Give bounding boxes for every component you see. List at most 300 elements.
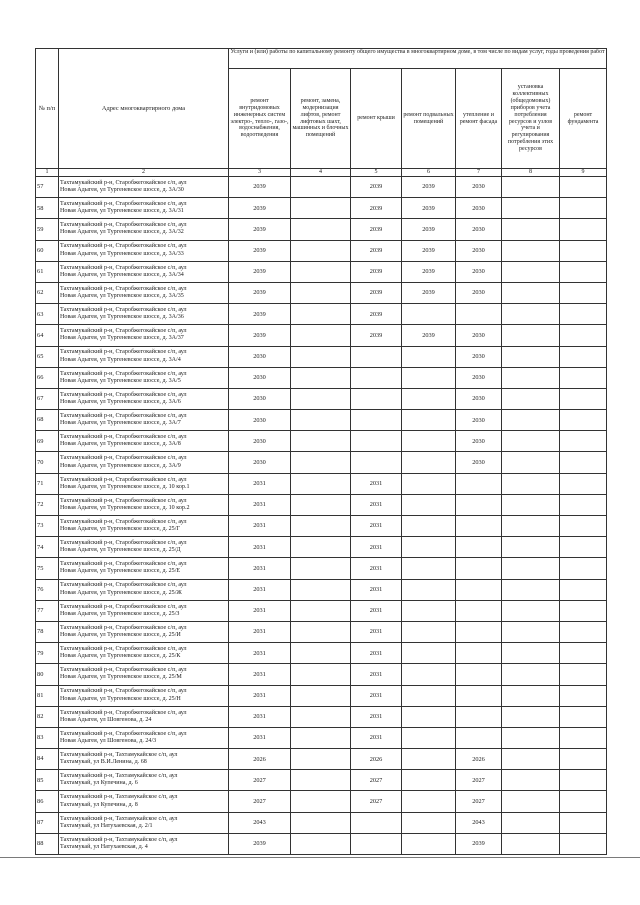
- address-cell: [59, 261, 229, 282]
- row-number: 63: [36, 304, 59, 325]
- table-row: [36, 325, 607, 346]
- engineering-year-cell: 2039: [229, 304, 291, 325]
- address-line-1: Тахтамукайский р-н, Старобжегокайское с/п, аул: [60, 667, 187, 674]
- elevator-year-cell: [291, 473, 351, 494]
- basement-year-cell: 2039: [402, 282, 456, 303]
- elevator-year-cell: [291, 452, 351, 473]
- engineering-year-cell: 2039: [229, 261, 291, 282]
- address-line-1: Тахтамукайский р-н, Старобжегокайское с/п, аул: [60, 518, 187, 525]
- meters-year-cell: [502, 431, 560, 452]
- roof-year-cell: 2031: [351, 685, 402, 706]
- meters-year-cell: [502, 621, 560, 642]
- address-line-2: Новая Адыгея, ул Тургеневское шоссе, д. 3А/32: [60, 229, 184, 236]
- row-number: 86: [36, 791, 59, 812]
- facade-year-cell: [456, 494, 502, 515]
- foundation-year-cell: [560, 749, 607, 770]
- basement-year-cell: [402, 452, 456, 473]
- engineering-year-cell: 2039: [229, 177, 291, 198]
- engineering-year-cell: 2039: [229, 240, 291, 261]
- engineering-year-cell: 2030: [229, 410, 291, 431]
- basement-year-cell: [402, 367, 456, 388]
- address-line-2: Новая Адыгея, ул Тургеневское шоссе, д. 3А/6: [60, 398, 181, 405]
- meters-year-cell: [502, 367, 560, 388]
- address-line-1: Тахтамукайский р-н, Старобжегокайское с/п, аул: [60, 264, 187, 271]
- engineering-year-cell: 2031: [229, 516, 291, 537]
- row-number: 73: [36, 516, 59, 537]
- table-row: [36, 494, 607, 515]
- table-row: [36, 177, 607, 198]
- address-cell: [59, 410, 229, 431]
- table-row: [36, 706, 607, 727]
- roof-year-cell: 2031: [351, 727, 402, 748]
- row-number: 84: [36, 749, 59, 770]
- elevator-year-cell: [291, 833, 351, 854]
- facade-year-cell: [456, 621, 502, 642]
- address-line-1: Тахтамукайский р-н, Тахтамукайское с/п, аул: [60, 815, 178, 822]
- basement-year-cell: [402, 706, 456, 727]
- address-line-1: Тахтамукайский р-н, Старобжегокайское с/п, аул: [60, 561, 187, 568]
- basement-year-cell: 2039: [402, 325, 456, 346]
- foundation-year-cell: [560, 643, 607, 664]
- foundation-year-cell: [560, 791, 607, 812]
- foundation-year-cell: [560, 579, 607, 600]
- table-row: [36, 812, 607, 833]
- roof-year-cell: 2039: [351, 198, 402, 219]
- table-row: [36, 558, 607, 579]
- address-cell: [59, 833, 229, 854]
- elevator-year-cell: [291, 346, 351, 367]
- table-row: [36, 643, 607, 664]
- meters-year-cell: [502, 240, 560, 261]
- facade-year-cell: 2026: [456, 749, 502, 770]
- row-number: 65: [36, 346, 59, 367]
- address-cell: [59, 685, 229, 706]
- address-line-2: Новая Адыгея, ул Тургеневское шоссе, д. 25/Н: [60, 695, 181, 702]
- elevator-year-cell: [291, 198, 351, 219]
- elevator-year-cell: [291, 558, 351, 579]
- row-number: 74: [36, 537, 59, 558]
- roof-year-cell: 2031: [351, 537, 402, 558]
- facade-year-cell: 2027: [456, 791, 502, 812]
- foundation-year-cell: [560, 367, 607, 388]
- meters-year-cell: [502, 558, 560, 579]
- foundation-year-cell: [560, 727, 607, 748]
- foundation-year-cell: [560, 452, 607, 473]
- address-cell: [59, 304, 229, 325]
- address-line-2: Новая Адыгея, ул Шовгенова, д. 24/3: [60, 737, 157, 744]
- roof-year-cell: 2039: [351, 325, 402, 346]
- foundation-year-cell: [560, 664, 607, 685]
- address-line-1: Тахтамукайский р-н, Старобжегокайское с/п, аул: [60, 434, 187, 441]
- address-cell: [59, 664, 229, 685]
- meters-year-cell: [502, 198, 560, 219]
- address-line-2: Новая Адыгея, ул Тургеневское шоссе, д. 3А/37: [60, 335, 184, 342]
- meters-year-cell: [502, 643, 560, 664]
- engineering-year-cell: 2031: [229, 706, 291, 727]
- meters-year-cell: [502, 706, 560, 727]
- row-number: 67: [36, 388, 59, 409]
- address-line-1: Тахтамукайский р-н, Старобжегокайское с/п, аул: [60, 222, 187, 229]
- engineering-year-cell: 2031: [229, 558, 291, 579]
- elevator-year-cell: [291, 643, 351, 664]
- address-line-1: Тахтамукайский р-н, Старобжегокайское с/п, аул: [60, 328, 187, 335]
- elevator-year-cell: [291, 410, 351, 431]
- foundation-year-cell: [560, 770, 607, 791]
- address-cell: [59, 452, 229, 473]
- foundation-year-cell: [560, 198, 607, 219]
- meters-year-cell: [502, 770, 560, 791]
- table-row: [36, 282, 607, 303]
- address-line-1: Тахтамукайский р-н, Старобжегокайское с/п, аул: [60, 624, 187, 631]
- address-cell: [59, 558, 229, 579]
- column-number: 1: [36, 169, 59, 177]
- foundation-year-cell: [560, 431, 607, 452]
- table-row: [36, 261, 607, 282]
- engineering-year-cell: 2031: [229, 473, 291, 494]
- foundation-year-cell: [560, 219, 607, 240]
- facade-year-cell: 2030: [456, 388, 502, 409]
- elevator-year-cell: [291, 727, 351, 748]
- facade-year-cell: [456, 537, 502, 558]
- meters-year-cell: [502, 664, 560, 685]
- basement-year-cell: 2039: [402, 177, 456, 198]
- address-line-2: Тахтамукай, ул Купечина, д. 6: [60, 780, 138, 787]
- table-row: [36, 388, 607, 409]
- row-number: 70: [36, 452, 59, 473]
- address-line-1: Тахтамукайский р-н, Старобжегокайское с/п, аул: [60, 179, 187, 186]
- address-cell: [59, 621, 229, 642]
- address-line-2: Новая Адыгея, ул Тургеневское шоссе, д. 3А/9: [60, 462, 181, 469]
- engineering-year-cell: 2030: [229, 431, 291, 452]
- column-numbers-row: [36, 169, 607, 177]
- basement-year-cell: 2039: [402, 198, 456, 219]
- engineering-year-cell: 2039: [229, 219, 291, 240]
- table-row: [36, 685, 607, 706]
- meters-year-cell: [502, 219, 560, 240]
- elevator-year-cell: [291, 219, 351, 240]
- address-line-1: Тахтамукайский р-н, Старобжегокайское с/п, аул: [60, 412, 187, 419]
- facade-year-cell: 2043: [456, 812, 502, 833]
- meters-year-cell: [502, 749, 560, 770]
- facade-year-cell: 2030: [456, 346, 502, 367]
- meters-year-cell: [502, 410, 560, 431]
- basement-year-cell: [402, 685, 456, 706]
- basement-year-cell: [402, 558, 456, 579]
- address-cell: [59, 282, 229, 303]
- foundation-year-cell: [560, 706, 607, 727]
- address-line-1: Тахтамукайский р-н, Старобжегокайское с/п, аул: [60, 243, 187, 250]
- meters-year-cell: [502, 727, 560, 748]
- foundation-year-cell: [560, 388, 607, 409]
- basement-year-cell: [402, 749, 456, 770]
- address-line-2: Новая Адыгея, ул Тургеневское шоссе, д. 3А/31: [60, 208, 184, 215]
- address-line-2: Новая Адыгея, ул Шовгенова, д. 24: [60, 716, 152, 723]
- address-line-2: Новая Адыгея, ул Тургеневское шоссе, д. 3А/35: [60, 293, 184, 300]
- engineering-year-cell: 2030: [229, 367, 291, 388]
- basement-year-cell: [402, 833, 456, 854]
- address-line-2: Новая Адыгея, ул Тургеневское шоссе, д. 25/Д: [60, 547, 181, 554]
- row-number: 61: [36, 261, 59, 282]
- engineering-year-cell: 2039: [229, 282, 291, 303]
- roof-year-cell: 2031: [351, 516, 402, 537]
- table-row: [36, 219, 607, 240]
- meters-year-cell: [502, 791, 560, 812]
- foundation-year-cell: [560, 473, 607, 494]
- basement-year-cell: [402, 388, 456, 409]
- elevator-year-cell: [291, 367, 351, 388]
- row-number: 76: [36, 579, 59, 600]
- meters-year-cell: [502, 325, 560, 346]
- elevator-year-cell: [291, 177, 351, 198]
- facade-year-cell: [456, 516, 502, 537]
- column-number: 2: [59, 169, 229, 177]
- column-number: 8: [502, 169, 560, 177]
- table-row: [36, 537, 607, 558]
- address-line-1: Тахтамукайский р-н, Старобжегокайское с/п, аул: [60, 646, 187, 653]
- engineering-year-cell: 2039: [229, 833, 291, 854]
- address-cell: [59, 643, 229, 664]
- row-number: 66: [36, 367, 59, 388]
- engineering-year-cell: 2027: [229, 791, 291, 812]
- table-row: [36, 346, 607, 367]
- meters-year-cell: [502, 473, 560, 494]
- facade-year-cell: [456, 685, 502, 706]
- foundation-year-cell: [560, 177, 607, 198]
- elevator-year-cell: [291, 304, 351, 325]
- table-row: [36, 240, 607, 261]
- address-cell: [59, 177, 229, 198]
- basement-year-cell: [402, 643, 456, 664]
- address-line-2: Новая Адыгея, ул Тургеневское шоссе, д. 25/К: [60, 653, 181, 660]
- table-row: [36, 770, 607, 791]
- address-cell: [59, 537, 229, 558]
- address-line-2: Новая Адыгея, ул Тургеневское шоссе, д. 3А/30: [60, 187, 184, 194]
- roof-year-cell: 2027: [351, 791, 402, 812]
- facade-year-cell: [456, 706, 502, 727]
- column-number: 6: [402, 169, 456, 177]
- row-number: 82: [36, 706, 59, 727]
- meters-year-cell: [502, 685, 560, 706]
- address-line-1: Тахтамукайский р-н, Старобжегокайское с/п, аул: [60, 285, 187, 292]
- engineering-year-cell: 2027: [229, 770, 291, 791]
- meters-year-cell: [502, 452, 560, 473]
- address-cell: [59, 367, 229, 388]
- roof-year-cell: 2031: [351, 621, 402, 642]
- facade-year-cell: 2039: [456, 833, 502, 854]
- meters-year-cell: [502, 346, 560, 367]
- engineering-year-cell: 2043: [229, 812, 291, 833]
- address-line-2: Тахтамукай, ул Натухаевская, д. 2/1: [60, 822, 153, 829]
- facade-year-cell: 2030: [456, 219, 502, 240]
- basement-year-cell: [402, 431, 456, 452]
- facade-year-cell: 2030: [456, 261, 502, 282]
- roof-year-cell: 2031: [351, 706, 402, 727]
- facade-year-cell: 2030: [456, 177, 502, 198]
- roof-year-cell: 2031: [351, 600, 402, 621]
- basement-year-cell: [402, 812, 456, 833]
- elevator-year-cell: [291, 431, 351, 452]
- address-cell: [59, 727, 229, 748]
- address-cell: [59, 791, 229, 812]
- roof-year-cell: [351, 410, 402, 431]
- foundation-year-cell: [560, 261, 607, 282]
- address-cell: [59, 579, 229, 600]
- meters-year-cell: [502, 494, 560, 515]
- address-line-2: Тахтамукай, ул Купечина, д. 8: [60, 801, 138, 808]
- roof-year-cell: 2039: [351, 282, 402, 303]
- address-cell: [59, 600, 229, 621]
- header-meters: установка коллективных (общедомовых) приборов учета потребления ресурсов и узлов учета и регулирования потребления этих ресурсов: [502, 69, 560, 169]
- engineering-year-cell: 2039: [229, 325, 291, 346]
- basement-year-cell: [402, 600, 456, 621]
- table-row: [36, 833, 607, 854]
- address-line-1: Тахтамукайский р-н, Старобжегокайское с/п, аул: [60, 455, 187, 462]
- row-number: 71: [36, 473, 59, 494]
- address-line-1: Тахтамукайский р-н, Старобжегокайское с/п, аул: [60, 603, 187, 610]
- header-address: Адрес многоквартирного дома: [59, 49, 229, 169]
- elevator-year-cell: [291, 388, 351, 409]
- row-number: 72: [36, 494, 59, 515]
- address-line-2: Новая Адыгея, ул Тургеневское шоссе, д. 3А/7: [60, 420, 181, 427]
- roof-year-cell: 2031: [351, 558, 402, 579]
- roof-year-cell: 2027: [351, 770, 402, 791]
- foundation-year-cell: [560, 621, 607, 642]
- engineering-year-cell: 2031: [229, 621, 291, 642]
- row-number: 64: [36, 325, 59, 346]
- meters-year-cell: [502, 600, 560, 621]
- foundation-year-cell: [560, 685, 607, 706]
- table-row: [36, 579, 607, 600]
- row-number: 81: [36, 685, 59, 706]
- address-cell: [59, 706, 229, 727]
- header-foundation: ремонт фундамента: [560, 69, 607, 169]
- address-line-2: Новая Адыгея, ул Тургеневское шоссе, д. 10 кор.1: [60, 483, 190, 490]
- basement-year-cell: [402, 537, 456, 558]
- meters-year-cell: [502, 579, 560, 600]
- table-row: [36, 621, 607, 642]
- meters-year-cell: [502, 304, 560, 325]
- engineering-year-cell: 2031: [229, 537, 291, 558]
- foundation-year-cell: [560, 516, 607, 537]
- facade-year-cell: 2030: [456, 282, 502, 303]
- meters-year-cell: [502, 812, 560, 833]
- address-cell: [59, 431, 229, 452]
- row-number: 62: [36, 282, 59, 303]
- roof-year-cell: 2039: [351, 177, 402, 198]
- address-cell: [59, 219, 229, 240]
- address-line-2: Новая Адыгея, ул Тургеневское шоссе, д. 10 кор.2: [60, 504, 190, 511]
- table-row: [36, 198, 607, 219]
- roof-year-cell: 2031: [351, 579, 402, 600]
- engineering-year-cell: 2031: [229, 727, 291, 748]
- row-number: 60: [36, 240, 59, 261]
- foundation-year-cell: [560, 282, 607, 303]
- address-cell: [59, 812, 229, 833]
- address-line-2: Новая Адыгея, ул Тургеневское шоссе, д. 25/З: [60, 610, 180, 617]
- address-line-1: Тахтамукайский р-н, Старобжегокайское с/п, аул: [60, 370, 187, 377]
- engineering-year-cell: 2030: [229, 452, 291, 473]
- facade-year-cell: 2030: [456, 452, 502, 473]
- elevator-year-cell: [291, 791, 351, 812]
- address-line-2: Новая Адыгея, ул Тургеневское шоссе, д. 25/И: [60, 632, 181, 639]
- elevator-year-cell: [291, 812, 351, 833]
- header-basement: ремонт подвальных помещений: [402, 69, 456, 169]
- row-number: 87: [36, 812, 59, 833]
- table-row: [36, 791, 607, 812]
- column-number: 3: [229, 169, 291, 177]
- basement-year-cell: [402, 664, 456, 685]
- address-line-1: Тахтамукайский р-н, Старобжегокайское с/п, аул: [60, 349, 187, 356]
- row-number: 85: [36, 770, 59, 791]
- engineering-year-cell: 2026: [229, 749, 291, 770]
- address-line-1: Тахтамукайский р-н, Старобжегокайское с/п, аул: [60, 709, 187, 716]
- address-cell: [59, 198, 229, 219]
- address-line-1: Тахтамукайский р-н, Старобжегокайское с/п, аул: [60, 688, 187, 695]
- address-line-2: Новая Адыгея, ул Тургеневское шоссе, д. 3А/34: [60, 271, 184, 278]
- address-line-1: Тахтамукайский р-н, Старобжегокайское с/п, аул: [60, 540, 187, 547]
- address-line-1: Тахтамукайский р-н, Старобжегокайское с/п, аул: [60, 391, 187, 398]
- meters-year-cell: [502, 516, 560, 537]
- elevator-year-cell: [291, 579, 351, 600]
- elevator-year-cell: [291, 706, 351, 727]
- foundation-year-cell: [560, 240, 607, 261]
- column-number: 5: [351, 169, 402, 177]
- table-row: [36, 600, 607, 621]
- row-number: 78: [36, 621, 59, 642]
- facade-year-cell: [456, 473, 502, 494]
- address-line-1: Тахтамукайский р-н, Старобжегокайское с/п, аул: [60, 201, 187, 208]
- roof-year-cell: 2031: [351, 494, 402, 515]
- basement-year-cell: [402, 346, 456, 367]
- column-number: 9: [560, 169, 607, 177]
- address-line-1: Тахтамукайский р-н, Старобжегокайское с/п, аул: [60, 476, 187, 483]
- table-row: [36, 749, 607, 770]
- roof-year-cell: [351, 367, 402, 388]
- basement-year-cell: [402, 304, 456, 325]
- header-elevators: ремонт, замена, модернизация лифтов, ремонт лифтовых шахт, машинных и блочных помещений: [291, 69, 351, 169]
- row-number: 59: [36, 219, 59, 240]
- elevator-year-cell: [291, 261, 351, 282]
- header-engineering-systems: ремонт внутридомовых инженерных систем электро-, тепло-, газо-, водоснабжения, водоотведения: [229, 69, 291, 169]
- address-line-2: Новая Адыгея, ул Тургеневское шоссе, д. 3А/4: [60, 356, 181, 363]
- elevator-year-cell: [291, 600, 351, 621]
- basement-year-cell: 2039: [402, 219, 456, 240]
- engineering-year-cell: 2031: [229, 643, 291, 664]
- basement-year-cell: [402, 410, 456, 431]
- address-line-2: Новая Адыгея, ул Тургеневское шоссе, д. 3А/33: [60, 250, 184, 257]
- address-cell: [59, 473, 229, 494]
- table-row: [36, 304, 607, 325]
- foundation-year-cell: [560, 494, 607, 515]
- table-row: [36, 367, 607, 388]
- roof-year-cell: 2031: [351, 473, 402, 494]
- roof-year-cell: 2026: [351, 749, 402, 770]
- row-number: 69: [36, 431, 59, 452]
- basement-year-cell: [402, 494, 456, 515]
- foundation-year-cell: [560, 812, 607, 833]
- address-line-2: Новая Адыгея, ул Тургеневское шоссе, д. 3А/8: [60, 441, 181, 448]
- header-number: № п/п: [36, 49, 59, 169]
- elevator-year-cell: [291, 749, 351, 770]
- basement-year-cell: [402, 791, 456, 812]
- row-number: 79: [36, 643, 59, 664]
- elevator-year-cell: [291, 516, 351, 537]
- basement-year-cell: [402, 579, 456, 600]
- address-line-2: Тахтамукай, ул Натухаевская, д. 4: [60, 843, 148, 850]
- foundation-year-cell: [560, 600, 607, 621]
- elevator-year-cell: [291, 664, 351, 685]
- engineering-year-cell: 2031: [229, 600, 291, 621]
